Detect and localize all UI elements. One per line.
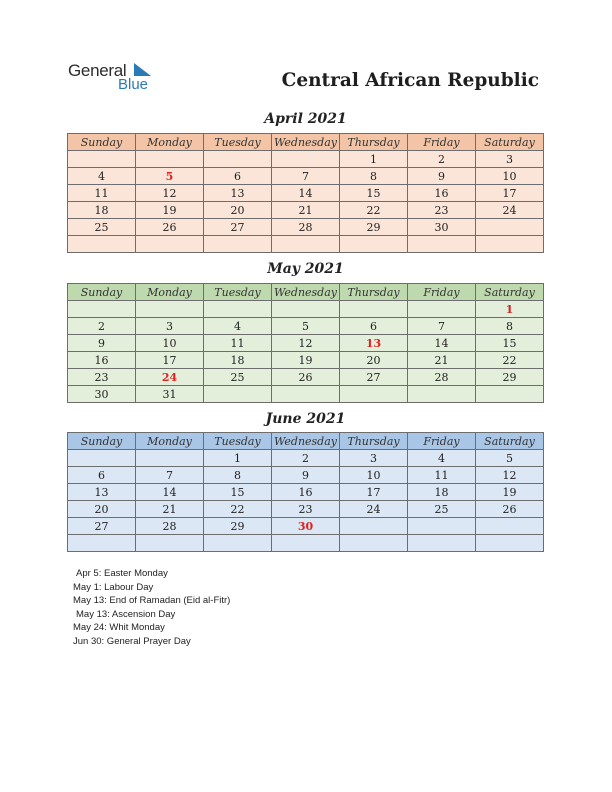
day-cell: 12 bbox=[272, 335, 340, 352]
empty-day-cell bbox=[204, 236, 272, 253]
day-cell: 26 bbox=[136, 219, 204, 236]
day-cell: 9 bbox=[68, 335, 136, 352]
empty-day-cell bbox=[204, 151, 272, 168]
day-cell: 13 bbox=[68, 484, 136, 501]
day-cell: 17 bbox=[340, 484, 408, 501]
day-cell: 24 bbox=[476, 202, 544, 219]
day-cell: 12 bbox=[476, 467, 544, 484]
weekday-header: Thursday bbox=[340, 433, 408, 450]
day-cell: 14 bbox=[136, 484, 204, 501]
day-cell: 2 bbox=[68, 318, 136, 335]
day-cell: 8 bbox=[476, 318, 544, 335]
day-cell: 30 bbox=[408, 219, 476, 236]
empty-day-cell bbox=[408, 301, 476, 318]
day-cell: 6 bbox=[340, 318, 408, 335]
week-row bbox=[68, 168, 544, 185]
holiday-item: May 13: Ascension Day bbox=[76, 608, 176, 620]
day-cell: 6 bbox=[68, 467, 136, 484]
day-cell: 17 bbox=[476, 185, 544, 202]
day-cell: 4 bbox=[204, 318, 272, 335]
day-cell: 15 bbox=[204, 484, 272, 501]
empty-day-cell bbox=[340, 301, 408, 318]
day-cell: 19 bbox=[476, 484, 544, 501]
day-cell: 28 bbox=[136, 518, 204, 535]
day-cell: 22 bbox=[340, 202, 408, 219]
empty-day-cell bbox=[272, 535, 340, 552]
day-cell: 16 bbox=[408, 185, 476, 202]
day-cell: 7 bbox=[136, 467, 204, 484]
day-cell: 5 bbox=[136, 168, 204, 185]
empty-day-cell bbox=[340, 386, 408, 403]
empty-day-cell bbox=[136, 450, 204, 467]
week-row bbox=[68, 386, 544, 403]
day-cell: 2 bbox=[272, 450, 340, 467]
weekday-header: Thursday bbox=[340, 284, 408, 301]
month-title-april: April 2021 bbox=[264, 111, 347, 127]
logo-triangle-icon bbox=[134, 63, 152, 77]
day-cell: 29 bbox=[476, 369, 544, 386]
day-cell: 7 bbox=[272, 168, 340, 185]
logo-word-general: General bbox=[68, 61, 127, 80]
day-cell: 19 bbox=[272, 352, 340, 369]
weekday-header-row bbox=[68, 284, 544, 301]
day-cell: 28 bbox=[408, 369, 476, 386]
day-cell: 15 bbox=[340, 185, 408, 202]
week-row bbox=[68, 335, 544, 352]
weekday-header: Saturday bbox=[476, 134, 544, 151]
holiday-item: May 13: End of Ramadan (Eid al-Fitr) bbox=[73, 595, 231, 607]
day-cell: 18 bbox=[68, 202, 136, 219]
empty-day-cell bbox=[136, 301, 204, 318]
logo-word-blue: Blue bbox=[118, 76, 149, 93]
weekday-header: Sunday bbox=[68, 134, 136, 151]
empty-day-cell bbox=[272, 236, 340, 253]
day-cell: 10 bbox=[340, 467, 408, 484]
empty-day-cell bbox=[204, 301, 272, 318]
day-cell: 5 bbox=[476, 450, 544, 467]
weekday-header: Friday bbox=[408, 284, 476, 301]
weekday-header: Saturday bbox=[476, 433, 544, 450]
week-row bbox=[68, 535, 544, 552]
day-cell: 23 bbox=[68, 369, 136, 386]
weekday-header: Monday bbox=[136, 433, 204, 450]
day-cell: 1 bbox=[476, 301, 544, 318]
day-cell: 11 bbox=[408, 467, 476, 484]
day-cell: 1 bbox=[204, 450, 272, 467]
day-cell: 4 bbox=[68, 168, 136, 185]
empty-day-cell bbox=[68, 151, 136, 168]
empty-day-cell bbox=[136, 535, 204, 552]
day-cell: 3 bbox=[136, 318, 204, 335]
day-cell: 20 bbox=[68, 501, 136, 518]
empty-day-cell bbox=[340, 535, 408, 552]
week-row bbox=[68, 501, 544, 518]
calendar-may bbox=[67, 283, 544, 403]
day-cell: 2 bbox=[408, 151, 476, 168]
week-row bbox=[68, 219, 544, 236]
calendar-april bbox=[67, 133, 544, 253]
day-cell: 27 bbox=[340, 369, 408, 386]
empty-day-cell bbox=[476, 518, 544, 535]
empty-day-cell bbox=[476, 219, 544, 236]
weekday-header: Sunday bbox=[68, 433, 136, 450]
day-cell: 22 bbox=[476, 352, 544, 369]
weekday-header: Monday bbox=[136, 134, 204, 151]
day-cell: 11 bbox=[68, 185, 136, 202]
day-cell: 22 bbox=[204, 501, 272, 518]
day-cell: 16 bbox=[68, 352, 136, 369]
day-cell: 6 bbox=[204, 168, 272, 185]
weekday-header: Wednesday bbox=[272, 433, 340, 450]
day-cell: 12 bbox=[136, 185, 204, 202]
day-cell: 24 bbox=[136, 369, 204, 386]
day-cell: 31 bbox=[136, 386, 204, 403]
day-cell: 3 bbox=[476, 151, 544, 168]
empty-day-cell bbox=[68, 535, 136, 552]
week-row bbox=[68, 484, 544, 501]
day-cell: 24 bbox=[340, 501, 408, 518]
empty-day-cell bbox=[340, 518, 408, 535]
day-cell: 21 bbox=[136, 501, 204, 518]
day-cell: 29 bbox=[340, 219, 408, 236]
weekday-header: Tuesday bbox=[204, 134, 272, 151]
weekday-header: Saturday bbox=[476, 284, 544, 301]
empty-day-cell bbox=[408, 386, 476, 403]
empty-day-cell bbox=[272, 386, 340, 403]
holiday-list bbox=[73, 567, 230, 649]
day-cell: 18 bbox=[408, 484, 476, 501]
weekday-header: Thursday bbox=[340, 134, 408, 151]
weekday-header-row bbox=[68, 134, 544, 151]
empty-day-cell bbox=[476, 236, 544, 253]
day-cell: 23 bbox=[272, 501, 340, 518]
day-cell: 30 bbox=[68, 386, 136, 403]
empty-day-cell bbox=[272, 151, 340, 168]
week-row bbox=[68, 450, 544, 467]
weekday-header-row bbox=[68, 433, 544, 450]
day-cell: 23 bbox=[408, 202, 476, 219]
weekday-header: Tuesday bbox=[204, 433, 272, 450]
holiday-item: May 24: Whit Monday bbox=[73, 622, 165, 634]
week-row bbox=[68, 185, 544, 202]
day-cell: 1 bbox=[340, 151, 408, 168]
day-cell: 26 bbox=[476, 501, 544, 518]
day-cell: 26 bbox=[272, 369, 340, 386]
day-cell: 15 bbox=[476, 335, 544, 352]
weekday-header: Friday bbox=[408, 433, 476, 450]
day-cell: 7 bbox=[408, 318, 476, 335]
day-cell: 20 bbox=[204, 202, 272, 219]
day-cell: 11 bbox=[204, 335, 272, 352]
country-title: Central African Republic bbox=[281, 70, 539, 91]
weekday-header: Wednesday bbox=[272, 284, 340, 301]
day-cell: 21 bbox=[272, 202, 340, 219]
weekday-header: Friday bbox=[408, 134, 476, 151]
day-cell: 19 bbox=[136, 202, 204, 219]
day-cell: 20 bbox=[340, 352, 408, 369]
day-cell: 25 bbox=[68, 219, 136, 236]
day-cell: 16 bbox=[272, 484, 340, 501]
empty-day-cell bbox=[68, 450, 136, 467]
calendar-june bbox=[67, 432, 544, 552]
empty-day-cell bbox=[408, 518, 476, 535]
empty-day-cell bbox=[68, 236, 136, 253]
empty-day-cell bbox=[136, 236, 204, 253]
week-row bbox=[68, 318, 544, 335]
empty-day-cell bbox=[68, 301, 136, 318]
month-title-june: June 2021 bbox=[265, 411, 346, 427]
day-cell: 27 bbox=[68, 518, 136, 535]
day-cell: 29 bbox=[204, 518, 272, 535]
day-cell: 9 bbox=[408, 168, 476, 185]
day-cell: 14 bbox=[272, 185, 340, 202]
day-cell: 14 bbox=[408, 335, 476, 352]
empty-day-cell bbox=[136, 151, 204, 168]
day-cell: 17 bbox=[136, 352, 204, 369]
empty-day-cell bbox=[340, 236, 408, 253]
empty-day-cell bbox=[476, 386, 544, 403]
day-cell: 5 bbox=[272, 318, 340, 335]
day-cell: 10 bbox=[476, 168, 544, 185]
weekday-header: Tuesday bbox=[204, 284, 272, 301]
day-cell: 9 bbox=[272, 467, 340, 484]
empty-day-cell bbox=[408, 236, 476, 253]
weekday-header: Sunday bbox=[68, 284, 136, 301]
day-cell: 13 bbox=[204, 185, 272, 202]
day-cell: 25 bbox=[408, 501, 476, 518]
day-cell: 18 bbox=[204, 352, 272, 369]
empty-day-cell bbox=[272, 301, 340, 318]
day-cell: 8 bbox=[340, 168, 408, 185]
logo bbox=[68, 61, 158, 95]
month-title-may: May 2021 bbox=[267, 261, 344, 277]
week-row bbox=[68, 369, 544, 386]
day-cell: 27 bbox=[204, 219, 272, 236]
day-cell: 8 bbox=[204, 467, 272, 484]
empty-day-cell bbox=[408, 535, 476, 552]
weekday-header: Monday bbox=[136, 284, 204, 301]
week-row bbox=[68, 151, 544, 168]
day-cell: 21 bbox=[408, 352, 476, 369]
day-cell: 13 bbox=[340, 335, 408, 352]
empty-day-cell bbox=[204, 386, 272, 403]
week-row bbox=[68, 352, 544, 369]
weekday-header: Wednesday bbox=[272, 134, 340, 151]
holiday-item: Jun 30: General Prayer Day bbox=[73, 635, 191, 647]
week-row bbox=[68, 467, 544, 484]
holiday-item: May 1: Labour Day bbox=[73, 581, 154, 593]
week-row bbox=[68, 202, 544, 219]
day-cell: 28 bbox=[272, 219, 340, 236]
day-cell: 3 bbox=[340, 450, 408, 467]
empty-day-cell bbox=[476, 535, 544, 552]
day-cell: 30 bbox=[272, 518, 340, 535]
day-cell: 4 bbox=[408, 450, 476, 467]
week-row bbox=[68, 301, 544, 318]
day-cell: 10 bbox=[136, 335, 204, 352]
day-cell: 25 bbox=[204, 369, 272, 386]
week-row bbox=[68, 518, 544, 535]
empty-day-cell bbox=[204, 535, 272, 552]
holiday-item: Apr 5: Easter Monday bbox=[76, 568, 168, 579]
week-row bbox=[68, 236, 544, 253]
